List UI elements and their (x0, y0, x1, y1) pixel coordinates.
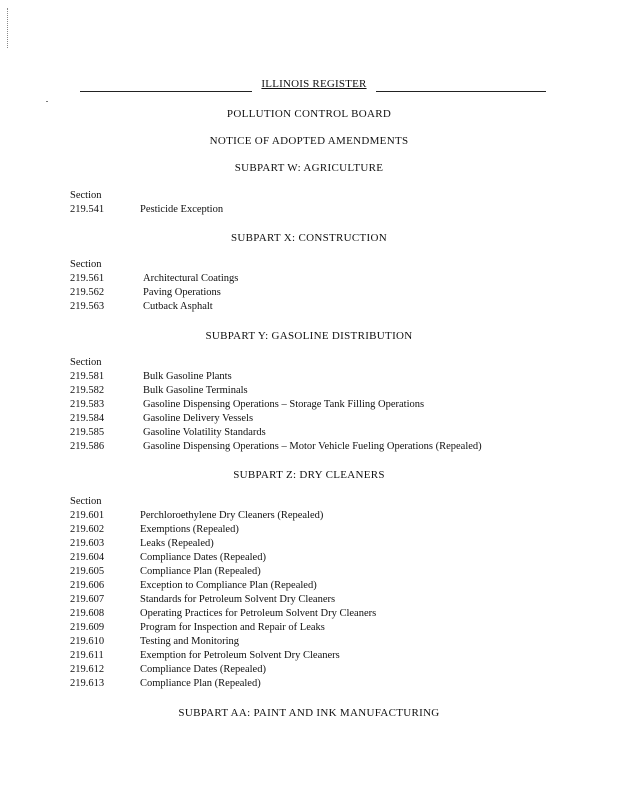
section-number: 219.612 (70, 664, 105, 675)
agency-title: POLLUTION CONTROL BOARD (226, 108, 392, 120)
section-row (70, 552, 266, 566)
header-rule-right (376, 91, 546, 92)
section-label: Section (70, 496, 102, 507)
section-number: 219.606 (70, 580, 105, 591)
section-number: 219.601 (70, 510, 105, 521)
section-number: 219.602 (70, 524, 105, 535)
section-row (70, 622, 325, 636)
section-row (70, 287, 221, 301)
section-row (70, 413, 253, 427)
section-row (70, 566, 261, 580)
section-title: Exception to Compliance Plan (Repealed) (140, 580, 317, 591)
section-row (70, 608, 376, 622)
section-row (70, 510, 323, 524)
section-number: 219.561 (70, 273, 105, 284)
section-number: 219.603 (70, 538, 105, 549)
section-row (70, 580, 317, 594)
section-number: 219.563 (70, 301, 105, 312)
section-title: Program for Inspection and Repair of Leaks (140, 622, 325, 633)
section-number: 219.605 (70, 566, 105, 577)
section-title: Gasoline Volatility Standards (143, 427, 266, 438)
section-label: Section (70, 357, 102, 368)
section-row (70, 636, 239, 650)
section-title: Bulk Gasoline Plants (143, 371, 232, 382)
section-number: 219.604 (70, 552, 105, 563)
section-number: 219.582 (70, 385, 105, 396)
section-row (70, 301, 213, 315)
subpart-heading: SUBPART X: CONSTRUCTION (231, 232, 387, 244)
register-title: ILLINOIS REGISTER (261, 78, 367, 90)
section-number: 219.611 (70, 650, 104, 661)
section-label: Section (70, 259, 102, 270)
section-title: Compliance Plan (Repealed) (140, 678, 261, 689)
section-number: 219.541 (70, 204, 105, 215)
subpart-heading: SUBPART W: AGRICULTURE (234, 162, 384, 174)
section-number: 219.584 (70, 413, 105, 424)
section-row (70, 441, 482, 455)
section-number: 219.610 (70, 636, 105, 647)
section-number: 219.607 (70, 594, 105, 605)
subpart-heading: SUBPART AA: PAINT AND INK MANUFACTURING (178, 707, 440, 719)
section-title: Exemptions (Repealed) (140, 524, 239, 535)
section-number: 219.585 (70, 427, 105, 438)
section-number: 219.613 (70, 678, 105, 689)
section-title: Testing and Monitoring (140, 636, 240, 647)
section-row (70, 371, 232, 385)
section-row (70, 664, 266, 678)
section-title: Compliance Dates (Repealed) (140, 664, 266, 675)
section-title: Bulk Gasoline Terminals (143, 385, 248, 396)
section-label: Section (70, 190, 102, 201)
section-row (70, 678, 261, 692)
section-row (70, 524, 239, 538)
section-row (70, 538, 214, 552)
header-rule-left (80, 91, 252, 92)
section-number: 219.586 (70, 441, 105, 452)
section-row (70, 650, 340, 664)
section-title: Pesticide Exception (140, 204, 224, 215)
section-title: Exemption for Petroleum Solvent Dry Cleaners (140, 650, 340, 661)
subpart-heading: SUBPART Y: GASOLINE DISTRIBUTION (205, 330, 413, 342)
section-title: Cutback Asphalt (143, 301, 213, 312)
section-title: Compliance Plan (Repealed) (140, 566, 261, 577)
section-title: Compliance Dates (Repealed) (140, 552, 266, 563)
section-number: 219.608 (70, 608, 105, 619)
section-number: 219.609 (70, 622, 105, 633)
section-number: 219.562 (70, 287, 105, 298)
section-title: Gasoline Delivery Vessels (143, 413, 254, 424)
notice-title: NOTICE OF ADOPTED AMENDMENTS (209, 135, 409, 147)
section-row (70, 385, 248, 399)
register-header (80, 78, 546, 92)
section-title: Architectural Coatings (143, 273, 239, 284)
section-row (70, 273, 238, 287)
section-row (70, 594, 335, 608)
section-title: Perchloroethylene Dry Cleaners (Repealed) (140, 510, 324, 521)
section-title: Gasoline Dispensing Operations – Storage Tank Filling Operations (143, 399, 425, 410)
subpart-heading: SUBPART Z: DRY CLEANERS (233, 469, 385, 481)
section-title: Gasoline Dispensing Operations – Motor Vehicle Fueling Operations (Repealed) (143, 441, 482, 452)
scan-speck (46, 101, 48, 102)
section-row (70, 399, 424, 413)
section-title: Paving Operations (143, 287, 221, 298)
section-row (70, 427, 266, 441)
section-title: Leaks (Repealed) (140, 538, 214, 549)
section-title: Operating Practices for Petroleum Solvent Dry Cleaners (140, 608, 377, 619)
section-title: Standards for Petroleum Solvent Dry Cleaners (140, 594, 336, 605)
section-row (70, 204, 223, 218)
scan-artifact (7, 8, 9, 48)
section-number: 219.581 (70, 371, 105, 382)
section-number: 219.583 (70, 399, 105, 410)
